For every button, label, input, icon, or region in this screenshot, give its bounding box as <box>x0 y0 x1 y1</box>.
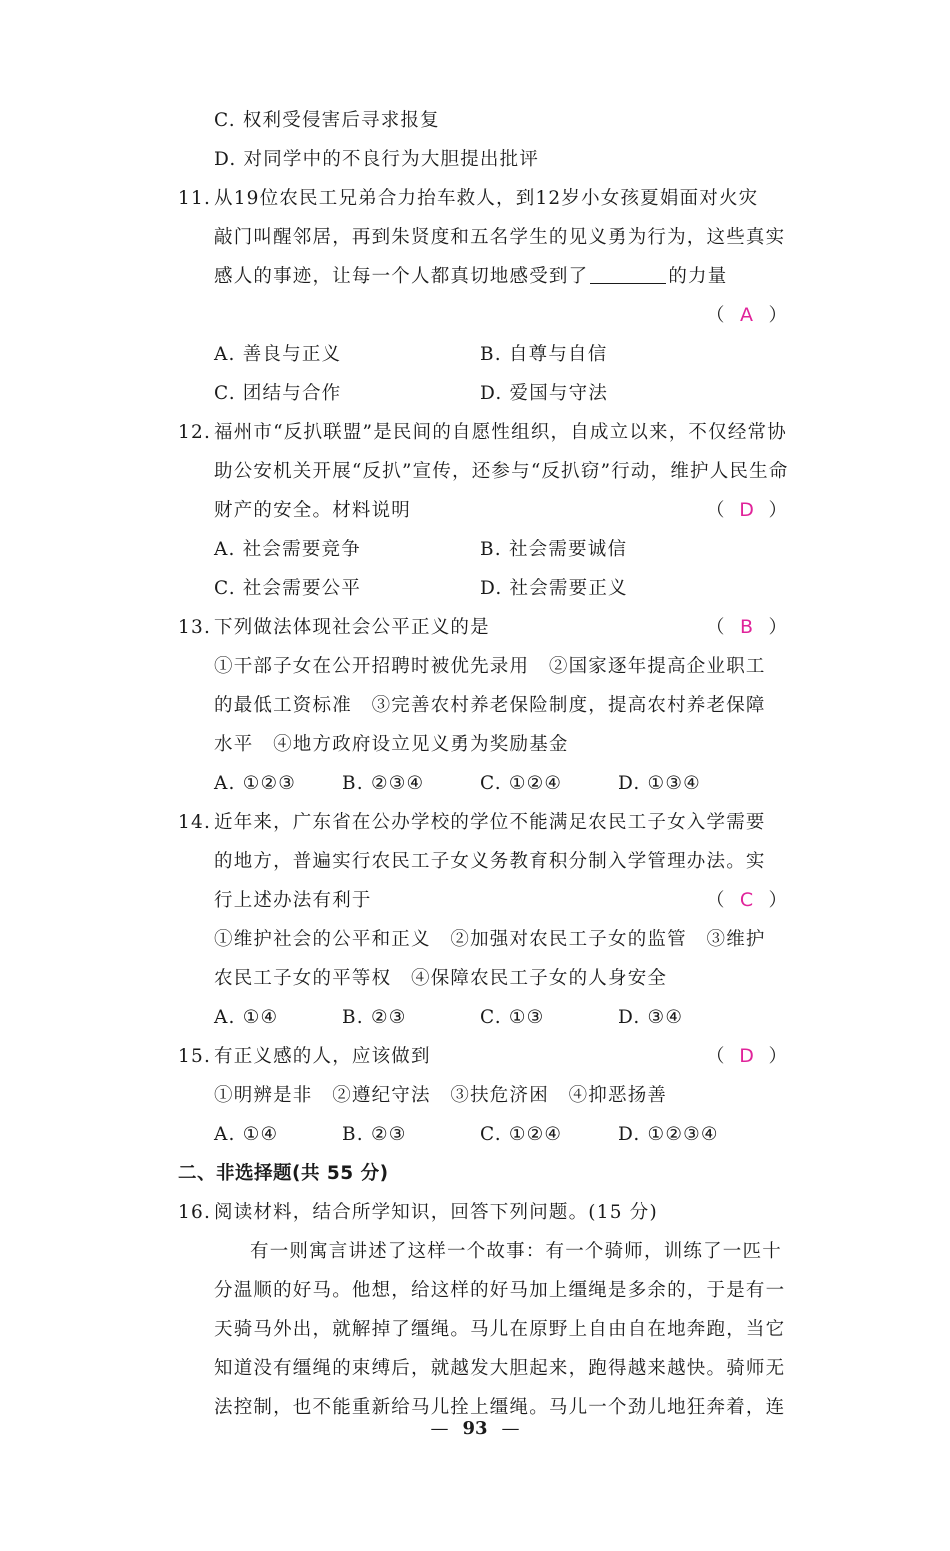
option-c: C. 权利受侵害后寻求报复 <box>214 110 440 131</box>
option-a: A. 善良与正义 <box>214 344 342 365</box>
question-11-line-3 <box>214 257 950 296</box>
options-row <box>214 764 950 803</box>
option-b: B. ②③ <box>342 1007 407 1028</box>
option-d: D. ①③④ <box>618 773 701 794</box>
question-12-line-1 <box>178 413 950 452</box>
answer-bracket <box>706 881 787 920</box>
bracket-close: ） <box>768 500 788 521</box>
answer-row <box>0 491 950 530</box>
option-b: B. 社会需要诚信 <box>480 539 628 560</box>
options-row <box>214 530 950 569</box>
option-d: D. ①②③④ <box>618 1124 719 1145</box>
bracket-open: （ <box>706 890 725 911</box>
question-text: 福州市“反扒联盟”是民间的自愿性组织，自成立以来，不仅经常协 <box>214 422 787 443</box>
options-row <box>214 1115 950 1154</box>
bracket-close: ） <box>768 305 788 326</box>
question-text: 从19位农民工兄弟合力抬车救人，到12岁小女孩夏娟面对火灾 <box>214 188 759 209</box>
bracket-close: ） <box>768 1046 788 1067</box>
answer-bracket <box>706 1037 787 1076</box>
bracket-open: （ <box>706 305 725 326</box>
question-number: 13. <box>178 617 212 638</box>
option-b: B. ②③④ <box>342 773 425 794</box>
page-number: 93 <box>462 1418 488 1439</box>
question-15-statements-1: ①明辨是非 ②遵纪守法 ③扶危济困 ④抑恶扬善 <box>214 1085 668 1106</box>
question-16-line-1 <box>178 1193 950 1232</box>
option-c: C. ①③ <box>480 1007 545 1028</box>
option-a: A. ①④ <box>214 1007 279 1028</box>
footer-dash: — <box>501 1418 520 1439</box>
option-d: D. 爱国与守法 <box>480 383 609 404</box>
bracket-close: ） <box>768 617 788 638</box>
option-c: C. ①②④ <box>480 773 563 794</box>
question-text: 下列做法体现社会公平正义的是 <box>214 617 490 638</box>
material-paragraph-line: 天骑马外出，就解掉了缰绳。马儿在原野上自由自在地奔跑，当它 <box>214 1319 786 1340</box>
question-number: 11. <box>178 188 212 209</box>
answer-row <box>0 608 950 647</box>
question-12-line-2: 助公安机关开展“反扒”宣传，还参与“反扒窃”行动，维护人民生命 <box>214 461 789 482</box>
answer-letter: C <box>739 889 754 911</box>
question-number: 16. <box>178 1202 212 1223</box>
question-text: 感人的事迹，让每一个人都真切地感受到了 <box>214 266 589 287</box>
answer-bracket <box>706 608 787 647</box>
fill-in-blank <box>590 265 666 284</box>
option-d: D. ③④ <box>618 1007 684 1028</box>
option-a: A. ①②③ <box>214 773 297 794</box>
page-number-footer <box>0 1418 950 1439</box>
bracket-open: （ <box>706 500 725 521</box>
answer-row <box>0 296 950 335</box>
option-c: C. 团结与合作 <box>214 383 342 404</box>
option-a: A. 社会需要竞争 <box>214 539 361 560</box>
question-14-statements-1: ①维护社会的公平和正义 ②加强对农民工子女的监管 ③维护 <box>214 929 766 950</box>
question-number: 12. <box>178 422 212 443</box>
answer-row <box>0 881 950 920</box>
answer-letter: A <box>740 304 754 326</box>
answer-bracket <box>706 296 787 335</box>
question-13-statements-3: 水平 ④地方政府设立见义勇为奖励基金 <box>214 734 569 755</box>
bracket-open: （ <box>706 1046 725 1067</box>
question-number: 14. <box>178 812 212 833</box>
answer-row <box>0 1037 950 1076</box>
question-text: 有正义感的人，应该做到 <box>214 1046 431 1067</box>
question-13-statements-2: 的最低工资标准 ③完善农村养老保险制度，提高农村养老保障 <box>214 695 766 716</box>
question-14-line-2: 的地方，普遍实行农民工子女义务教育积分制入学管理办法。实 <box>214 851 766 872</box>
question-14-line-1 <box>178 803 950 842</box>
question-13-statements-1: ①干部子女在公开招聘时被优先录用 ②国家逐年提高企业职工 <box>214 656 766 677</box>
option-d: D. 对同学中的不良行为大胆提出批评 <box>214 149 540 170</box>
option-a: A. ①④ <box>214 1124 279 1145</box>
material-paragraph-line: 法控制，也不能重新给马儿拴上缰绳。马儿一个劲儿地狂奔着，连 <box>214 1397 786 1418</box>
answer-bracket <box>706 491 787 530</box>
option-b: B. 自尊与自信 <box>480 344 608 365</box>
material-paragraph-line: 有一则寓言讲述了这样一个故事：有一个骑师，训练了一匹十 <box>250 1241 782 1262</box>
option-b: B. ②③ <box>342 1124 407 1145</box>
options-row <box>214 335 950 374</box>
question-number: 15. <box>178 1046 212 1067</box>
answer-letter: B <box>739 616 754 638</box>
option-c: C. 社会需要公平 <box>214 578 362 599</box>
question-text: 阅读材料，结合所学知识，回答下列问题。(15 分) <box>214 1202 658 1223</box>
question-text: 财产的安全。材料说明 <box>214 500 412 521</box>
answer-letter: D <box>739 499 754 521</box>
bracket-close: ） <box>768 890 788 911</box>
bracket-open: （ <box>706 617 725 638</box>
material-paragraph-line: 分温顺的好马。他想，给这样的好马加上缰绳是多余的，于是有一 <box>214 1280 786 1301</box>
material-paragraph-line: 知道没有缰绳的束缚后，就越发大胆起来，跑得越来越快。骑师无 <box>214 1358 786 1379</box>
question-14-statements-2: 农民工子女的平等权 ④保障农民工子女的人身安全 <box>214 968 668 989</box>
option-d: D. 社会需要正义 <box>480 578 628 599</box>
question-text: 的力量 <box>668 266 728 287</box>
question-text: 近年来，广东省在公办学校的学位不能满足农民工子女入学需要 <box>214 812 766 833</box>
section-heading: 二、非选择题(共 55 分) <box>178 1163 389 1184</box>
answer-letter: D <box>739 1045 754 1067</box>
options-row <box>214 374 950 413</box>
question-11-line-1 <box>178 179 950 218</box>
footer-dash: — <box>430 1418 449 1439</box>
options-row <box>214 998 950 1037</box>
question-text: 行上述办法有利于 <box>214 890 372 911</box>
question-11-line-2: 敲门叫醒邻居，再到朱贤度和五名学生的见义勇为行为，这些真实 <box>214 227 786 248</box>
options-row <box>214 569 950 608</box>
option-c: C. ①②④ <box>480 1124 563 1145</box>
